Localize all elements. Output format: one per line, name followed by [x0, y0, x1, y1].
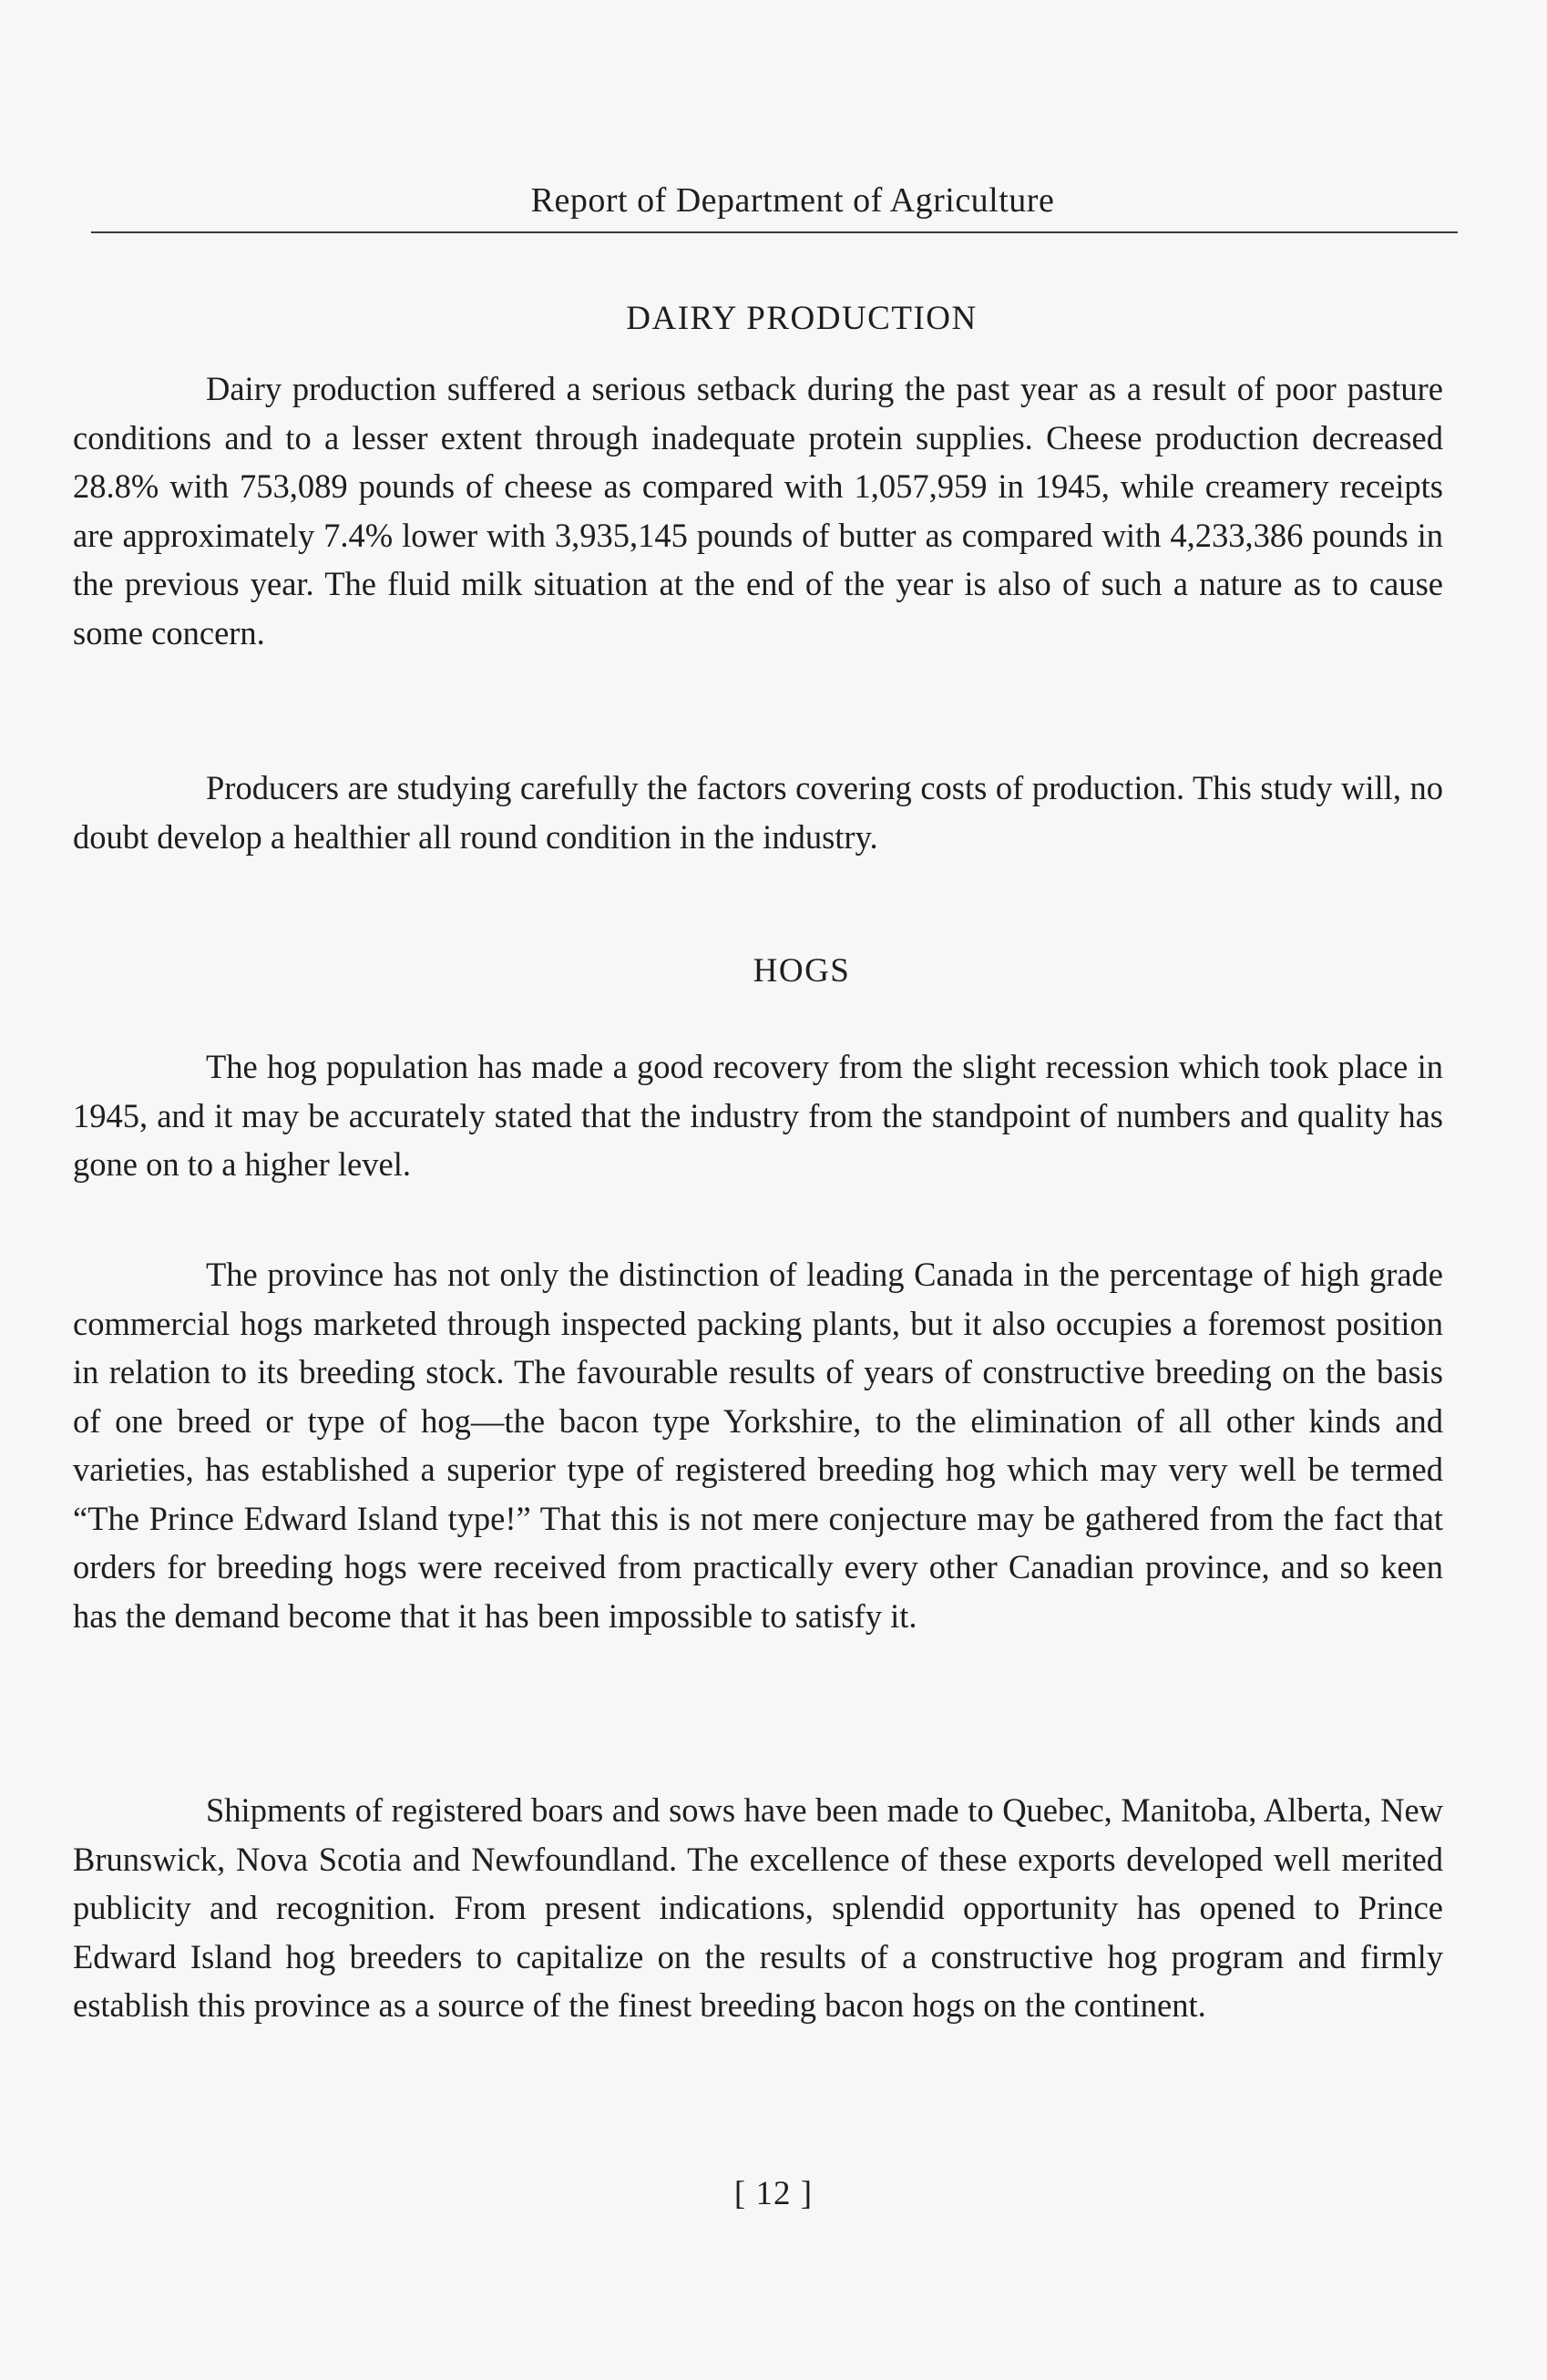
- section-heading-hogs: HOGS: [753, 952, 851, 990]
- section-heading-dairy-production: DAIRY PRODUCTION: [626, 300, 978, 337]
- running-header-title: Report of Department of Agriculture: [530, 181, 1055, 220]
- hogs-paragraph-1: The hog population has made a good recovery from the slight recession which took place in 1945, and it may be accurately stated that the industry from the standpoint of numbers and quality has gone on to a higher level.: [73, 1048, 1443, 1183]
- dairy-paragraph-2: Producers are studying carefully the factors covering costs of production. This study will, no doubt develop a healthier all round condition in the industry.: [73, 769, 1443, 856]
- hogs-paragraph-3: Shipments of registered boars and sows have been made to Quebec, Manitoba, Alberta, New Brunswick, Nova Scotia and Newfoundland. The excellence of these exports developed well merited publicity and recognition. From present indications, splendid opportunity has opened to Prince Edward Island hog breeders to capitalize on the results of a constructive hog program and firmly establish this province as a source of the finest breeding bacon hogs on the continent.: [73, 1791, 1443, 2024]
- page-number: [ 12 ]: [733, 2175, 814, 2212]
- dairy-paragraph-1: Dairy production suffered a serious setback during the past year as a result of poor pasture conditions and to a lesser extent through inadequate protein supplies. Cheese production decreased 28.8% with 753,089 pounds of cheese as compared with 1,057,959 in 1945, while creamery receipts are approximately 7.4% lower with 3,935,145 pounds of butter as compared with 4,233,386 pounds in the previous year. The fluid milk situation at the end of the year is also of such a nature as to cause some concern.: [73, 370, 1443, 651]
- running-header: [91, 179, 1458, 233]
- hogs-paragraph-2: The province has not only the distinction of leading Canada in the percentage of high grade commercial hogs marketed through inspected packing plants, but it also occupies a foremost position in relation to its breeding stock. The favourable results of years of constructive breeding on the basis of one breed or type of hog—the bacon type Yorkshire, to the elimination of all other kinds and varieties, has established a superior type of registered breeding hog which may very well be termed “The Prince Edward Island type!” That this is not mere conjecture may be gathered from the fact that orders for breeding hogs were received from practically every other Canadian province, and so keen has the demand become that it has been impossible to satisfy it.: [73, 1256, 1443, 1635]
